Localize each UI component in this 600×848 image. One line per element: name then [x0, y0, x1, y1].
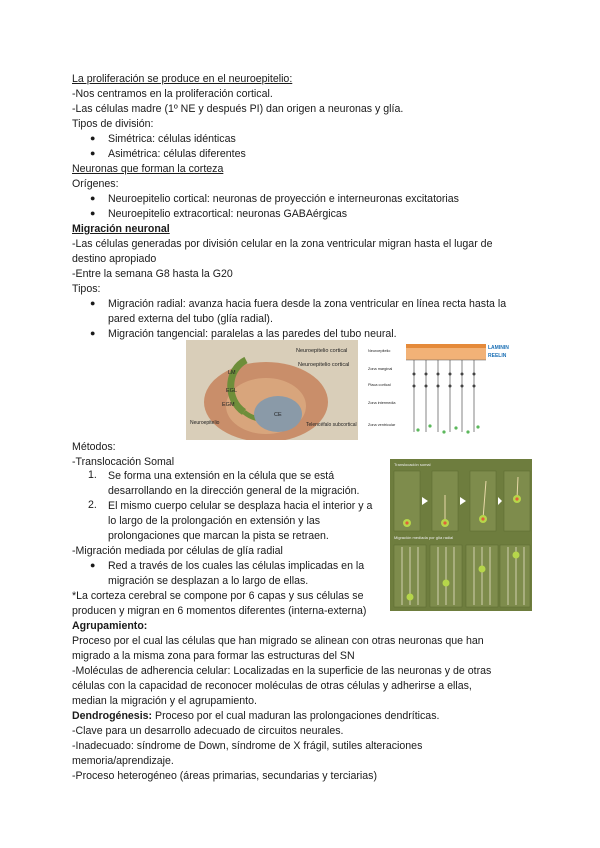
heading-proliferacion: La proliferación se produce en el neuroepitelio:: [72, 73, 293, 85]
text-line: -Las células generadas por división celular en la zona ventricular migran hasta el lugar de: [72, 238, 493, 250]
figure-label: EGM: [222, 402, 235, 408]
figure-label: REELIN: [488, 353, 507, 359]
figure-label: Neuroepitelio: [190, 420, 220, 426]
list-item: desarrollando en la dirección general de la migración.: [108, 485, 360, 497]
list-item: Migración tangencial: paralelas a las paredes del tubo neural.: [108, 328, 397, 340]
list-item: Neuroepitelio extracortical: neuronas GABAérgicas: [108, 208, 348, 220]
figure-label: EGL: [226, 388, 238, 394]
text-line: producen y migran en 6 momentos diferentes (interna-externa): [72, 605, 367, 617]
figure-label: Translocación somal: [394, 462, 431, 467]
figure-label: Zona marginal: [368, 367, 393, 371]
text-line: -Nos centramos en la proliferación cortical.: [72, 88, 273, 100]
list-item: Red a través de los cuales las células implicadas en la: [108, 560, 365, 572]
text-line: Tipos de división:: [72, 118, 154, 130]
list-item: Simétrica: células idénticas: [108, 133, 236, 145]
text-line: -Migración mediada por células de glía radial: [72, 545, 283, 557]
bullet-marker: ●: [90, 298, 96, 308]
bullet-marker: ●: [90, 208, 96, 218]
text-line: Tipos:: [72, 283, 101, 295]
text-line: -Translocación Somal: [72, 456, 175, 468]
bullet-marker: ●: [90, 193, 96, 203]
figure-label: LAMININ: [488, 345, 509, 351]
list-item: Migración radial: avanza hacia fuera desde la zona ventricular en línea recta hasta la: [108, 298, 507, 310]
figure-label: Zona ventricular: [368, 423, 396, 427]
list-item: Asimétrica: células diferentes: [108, 148, 246, 160]
list-item: lo largo de la prolongación en extensión y las: [108, 515, 321, 527]
bullet-marker: ●: [90, 560, 96, 570]
heading-dendrogenesis: Dendrogénesis:: [72, 710, 153, 722]
text-line: Orígenes:: [72, 178, 119, 190]
text-line: median la migración y el agrupamiento.: [72, 695, 257, 707]
laminin-reelin-figure: [366, 340, 514, 440]
text-line: memoria/aprendizaje.: [72, 755, 174, 767]
text-line: migrado a la misma zona para formar las estructuras del SN: [72, 650, 355, 662]
list-item: prolongaciones que marcan la pista se retraen.: [108, 530, 329, 542]
text-line: -Proceso heterogéneo (áreas primarias, secundarias y terciarias): [72, 770, 377, 782]
text-line: *La corteza cerebral se compone por 6 capas y sus células se: [72, 590, 364, 602]
list-item: El mismo cuerpo celular se desplaza hacia el interior y a: [108, 500, 373, 512]
figure-label: Neuroepitelio cortical: [298, 362, 350, 368]
text-line: células con la capacidad de reconocer moléculas de otras células y adherirse a ellas,: [72, 680, 472, 692]
text-line: -Las células madre (1º NE y después PI) dan origen a neuronas y glía.: [72, 103, 404, 115]
figure-label: Migración mediada por glía radial: [394, 535, 454, 540]
text-line: destino apropiado: [72, 253, 157, 265]
list-item: Neuroepitelio cortical: neuronas de proyección e interneuronas excitatorias: [108, 193, 459, 205]
list-item: pared externa del tubo (glía radial).: [108, 313, 273, 325]
text-fragment: Proceso por el cual maduran las prolongaciones dendríticas.: [152, 710, 440, 722]
bullet-marker: ●: [90, 148, 96, 158]
brain-section-figure: [186, 340, 358, 440]
bullet-marker: ●: [90, 133, 96, 143]
heading-neuronas-corteza: Neuronas que forman la corteza: [72, 163, 224, 175]
list-item: migración se desplazan a lo largo de ellas.: [108, 575, 309, 587]
figure-label: Telencéfalo subcortical: [306, 422, 357, 428]
bullet-marker: ●: [90, 328, 96, 338]
figure-label: Zona intermedia: [368, 401, 396, 405]
list-item: Se forma una extensión en la célula que se está: [108, 470, 335, 482]
heading-migracion: Migración neuronal: [72, 223, 170, 235]
figure-label: CE: [274, 412, 282, 418]
text-line: Proceso por el cual las células que han migrado se alinean con otras neuronas que han: [72, 635, 484, 647]
number-marker: 1.: [88, 469, 97, 481]
figure-label: LM: [228, 370, 236, 376]
text-line: Métodos:: [72, 441, 116, 453]
migration-methods-figure: [390, 459, 532, 611]
figure-label: Placa cortical: [368, 383, 391, 387]
number-marker: 2.: [88, 499, 97, 511]
text-line: -Inadecuado: síndrome de Down, síndrome de X frágil, sutiles alteraciones: [72, 740, 423, 752]
heading-agrupamiento: Agrupamiento:: [72, 620, 148, 632]
text-line: -Moléculas de adherencia celular: Localizadas en la superficie de las neuronas y de otras: [72, 665, 492, 677]
figure-label: Neuroepitelio: [368, 349, 391, 353]
text-line: -Clave para un desarrollo adecuado de circuitos neurales.: [72, 725, 344, 737]
figure-label: Neuroepitelio cortical: [296, 348, 348, 354]
dendrogenesis-line: [72, 709, 439, 724]
text-line: -Entre la semana G8 hasta la G20: [72, 268, 233, 280]
